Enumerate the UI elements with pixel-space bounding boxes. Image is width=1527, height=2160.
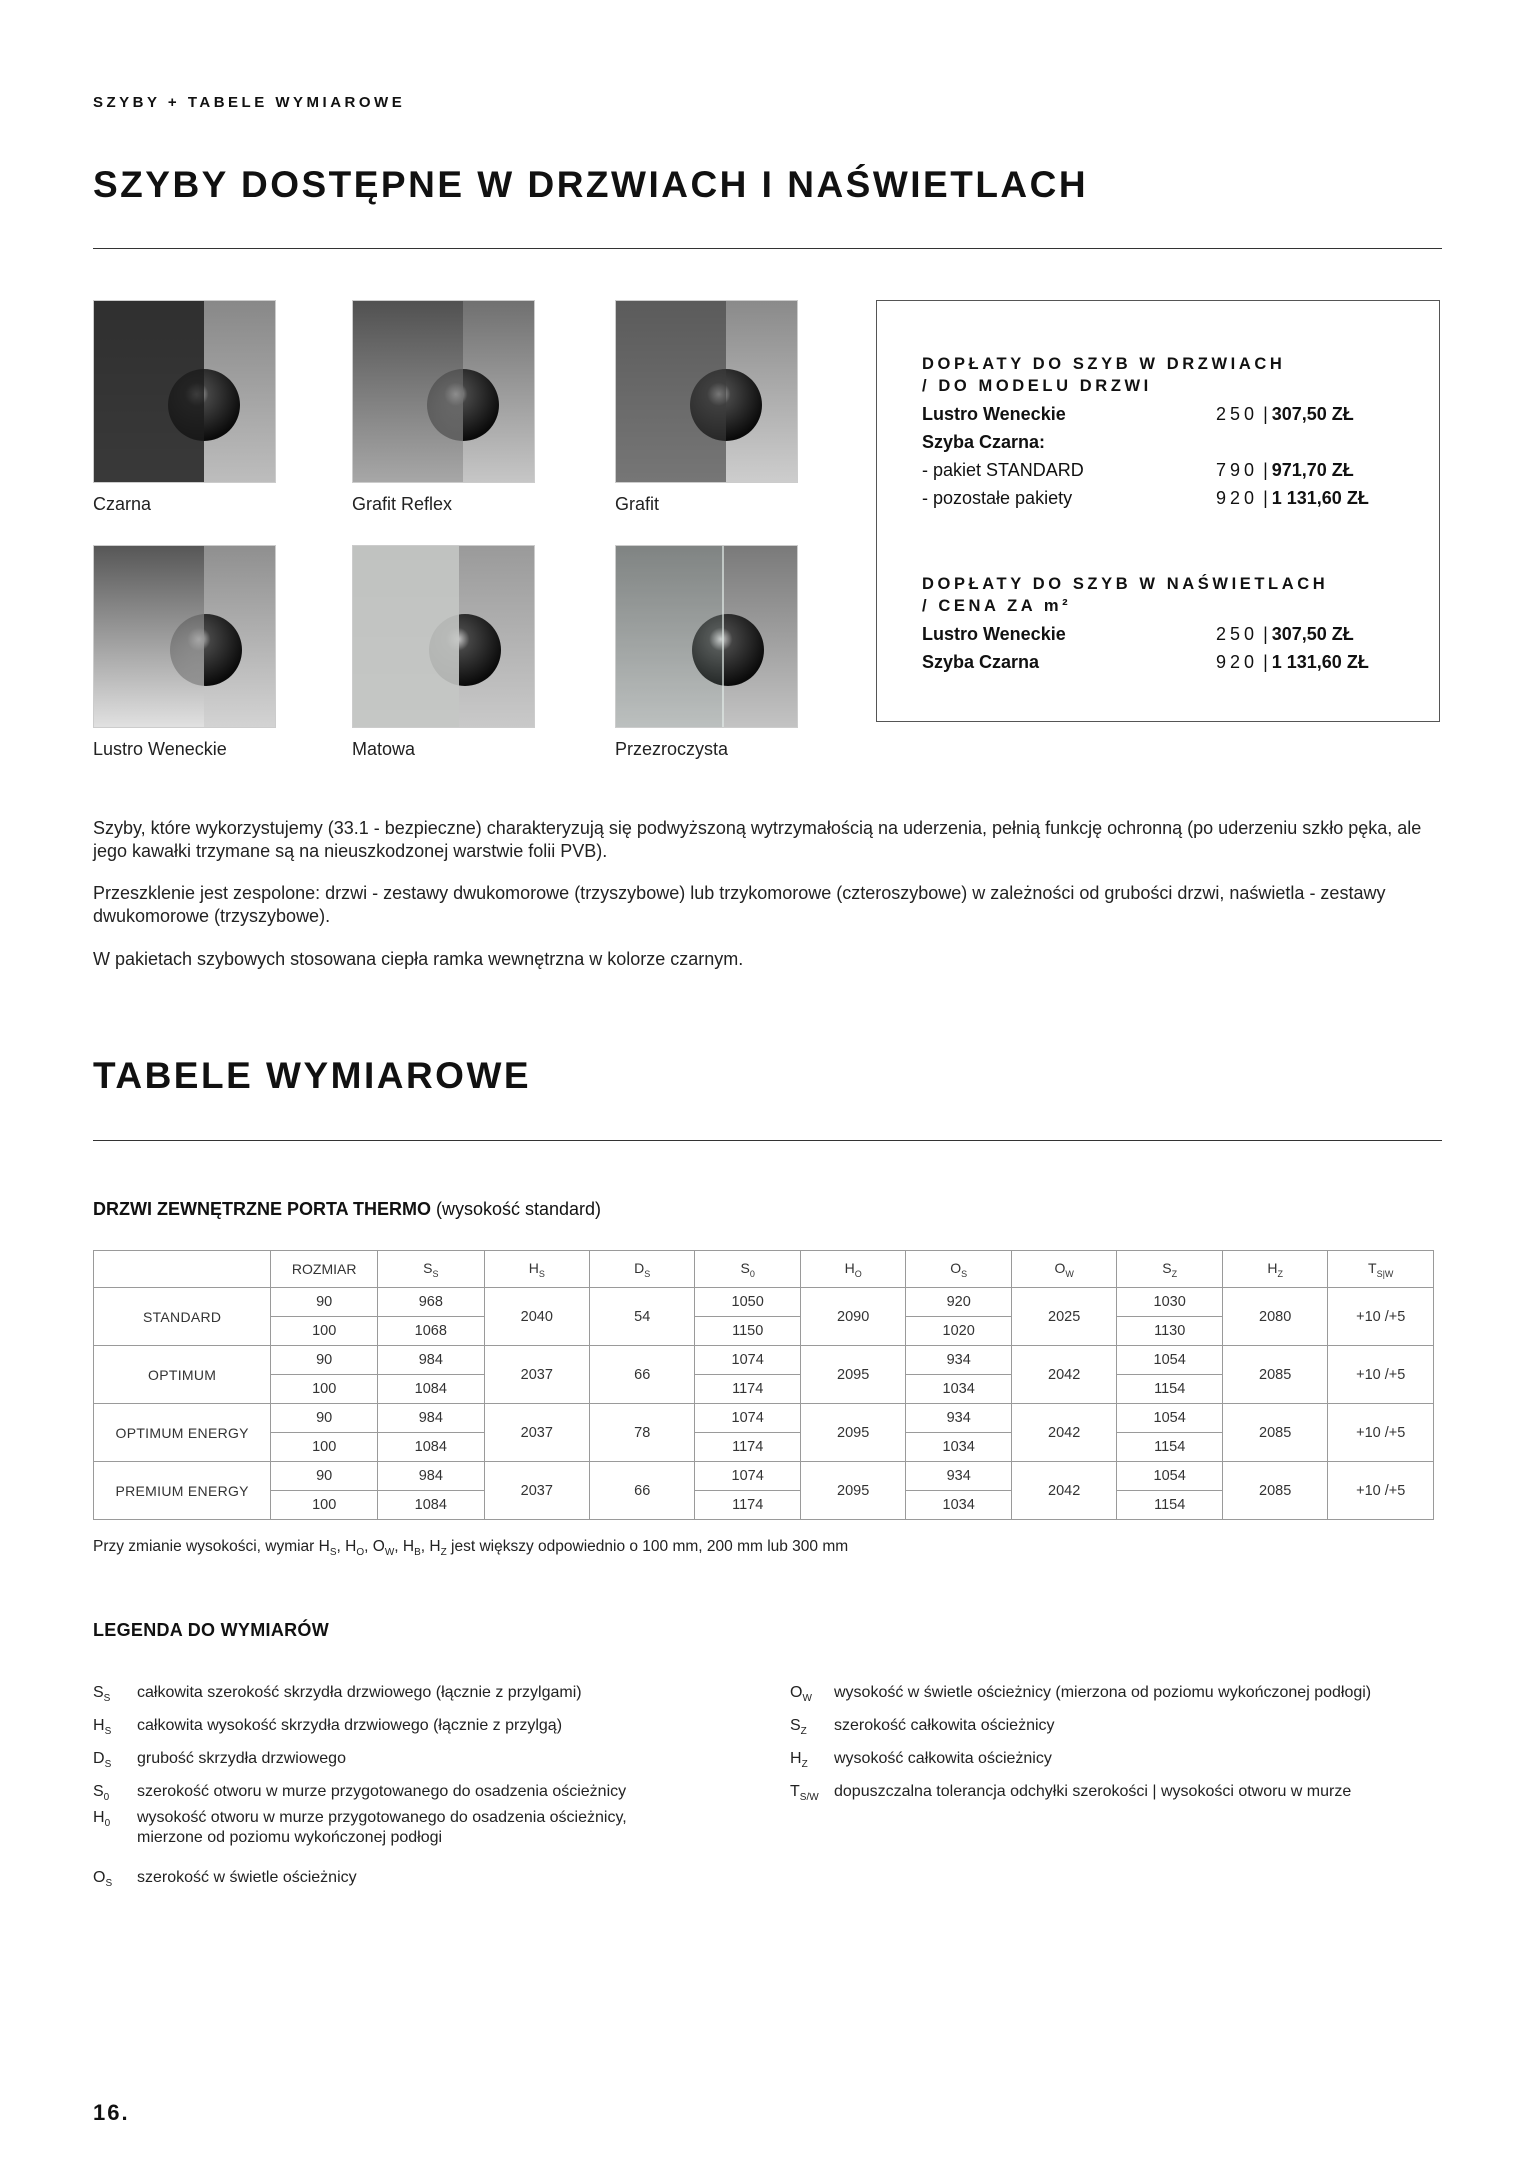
glass-sample-graphite-icon	[615, 300, 798, 483]
glass-label-graphite-reflex: Grafit Reflex	[352, 494, 453, 514]
header-col: $O_W$	[1011, 1251, 1117, 1288]
hz-cell: 2085	[1222, 1404, 1328, 1462]
size-cell: 90	[271, 1288, 378, 1317]
os-cell: 1034	[906, 1375, 1012, 1404]
legend-symbol: $T_{S/W}$	[790, 1783, 819, 1804]
table-row	[94, 1288, 1434, 1317]
s0-cell: 1074	[695, 1404, 801, 1433]
ow-cell: 2025	[1011, 1288, 1117, 1346]
section-label: SZYBY + TABELE WYMIAROWE	[93, 94, 406, 111]
s0-cell: 1074	[695, 1346, 801, 1375]
page-number: 16.	[93, 2100, 130, 2125]
table-row	[94, 1462, 1434, 1491]
legend-symbol: $S_0$	[93, 1783, 110, 1804]
sz-cell: 1054	[1117, 1346, 1223, 1375]
ho-cell: 2095	[800, 1404, 906, 1462]
legend-text: szerokość otworu w murze przygotowanego do osadzenia ościeżnicy	[137, 1783, 627, 1800]
ss-cell: 968	[378, 1288, 485, 1317]
legend-text: grubość skrzydła drzwiowego	[137, 1750, 346, 1767]
ss-cell: 1084	[378, 1375, 485, 1404]
ho-cell: 2090	[800, 1288, 906, 1346]
price-row: Szyba Czarna 920 | 1 131,60 ZŁ	[922, 652, 1369, 672]
price-row: Szyba Czarna:	[922, 432, 1046, 452]
ds-cell: 66	[590, 1346, 695, 1404]
ss-cell: 1084	[378, 1491, 485, 1520]
paragraph-warm-edge: W pakietach szybowych stosowana ciepła ramka wewnętrzna w kolorze czarnym.	[93, 949, 744, 969]
legend-text: wysokość całkowita ościeżnicy	[834, 1750, 1052, 1767]
s0-cell: 1074	[695, 1462, 801, 1491]
size-cell: 90	[271, 1346, 378, 1375]
hz-cell: 2085	[1222, 1462, 1328, 1520]
ss-cell: 1068	[378, 1317, 485, 1346]
ow-cell: 2042	[1011, 1462, 1117, 1520]
glass-sample-venetian-mirror-icon	[93, 545, 276, 728]
hz-cell: 2080	[1222, 1288, 1328, 1346]
header-col: $O_S$	[906, 1251, 1012, 1288]
s0-cell: 1150	[695, 1317, 801, 1346]
glass-sample-graphite-reflex-icon	[352, 300, 535, 483]
legend-symbol: $S_Z$	[790, 1717, 807, 1738]
os-cell: 1020	[906, 1317, 1012, 1346]
legend-symbol: $O_W$	[790, 1684, 812, 1705]
price-row: Lustro Weneckie 250 | 307,50 ZŁ	[922, 624, 1354, 644]
sz-cell: 1054	[1117, 1404, 1223, 1433]
legend-text: całkowita szerokość skrzydła drzwiowego (łącznie z przylgami)	[137, 1684, 582, 1701]
glass-label-venetian-mirror: Lustro Weneckie	[93, 739, 227, 759]
legend-symbol: $S_S$	[93, 1684, 111, 1705]
paragraph-safety-glass: Szyby, które wykorzystujemy (33.1 - bezpieczne) charakteryzują się podwyższoną wytrzymałością na uderzenia, pełnią funkcję ochronną (po uderzeniu szkło pęka, ale jego kawałki trzymane są na nieuszkodzonej warstwie folii PVB).	[93, 818, 1422, 861]
ss-cell: 984	[378, 1462, 485, 1491]
legend-text: szerokość w świetle ościeżnicy	[137, 1869, 357, 1886]
table-row	[94, 1404, 1434, 1433]
ds-cell: 54	[590, 1288, 695, 1346]
legend-text: całkowita wysokość skrzydła drzwiowego (łącznie z przylgą)	[137, 1717, 563, 1734]
glass-section-title: SZYBY DOSTĘPNE W DRZWIACH I NAŚWIETLACH	[93, 164, 1089, 205]
s0-cell: 1174	[695, 1433, 801, 1462]
sz-cell: 1030	[1117, 1288, 1223, 1317]
os-cell: 934	[906, 1462, 1012, 1491]
price-row: Lustro Weneckie 250 | 307,50 ZŁ	[922, 404, 1354, 424]
os-cell: 1034	[906, 1433, 1012, 1462]
size-cell: 100	[271, 1317, 378, 1346]
transom-surcharge-title: DOPŁATY DO SZYB W NAŚWIETLACH / CENA ZA m²	[922, 575, 1329, 615]
ho-cell: 2095	[800, 1462, 906, 1520]
tsw-cell: +10 /+5	[1328, 1462, 1434, 1520]
legend-text: dopuszczalna tolerancja odchyłki szerokości | wysokości otworu w murze	[834, 1783, 1352, 1800]
table-row	[94, 1346, 1434, 1375]
s0-cell: 1050	[695, 1288, 801, 1317]
tsw-cell: +10 /+5	[1328, 1346, 1434, 1404]
hs-cell: 2037	[484, 1346, 590, 1404]
glass-label-graphite: Grafit	[615, 494, 660, 514]
group-name-cell: OPTIMUM	[94, 1346, 271, 1404]
group-name-cell: OPTIMUM ENERGY	[94, 1404, 271, 1462]
ss-cell: 984	[378, 1404, 485, 1433]
group-name-cell: STANDARD	[94, 1288, 271, 1346]
ds-cell: 78	[590, 1404, 695, 1462]
tsw-cell: +10 /+5	[1328, 1288, 1434, 1346]
size-cell: 90	[271, 1462, 378, 1491]
ho-cell: 2095	[800, 1346, 906, 1404]
sz-cell: 1154	[1117, 1375, 1223, 1404]
s0-cell: 1174	[695, 1491, 801, 1520]
header-rozmiar: ROZMIAR	[271, 1251, 378, 1288]
sz-cell: 1054	[1117, 1462, 1223, 1491]
sz-cell: 1154	[1117, 1491, 1223, 1520]
legend-text: wysokość w świetle ościeżnicy (mierzona od poziomu wykończonej podłogi)	[834, 1684, 1372, 1701]
ss-cell: 984	[378, 1346, 485, 1375]
dimension-table	[93, 1250, 1434, 1520]
glass-sample-black-icon	[93, 300, 276, 483]
price-row: - pozostałe pakiety 920 | 1 131,60 ZŁ	[922, 488, 1369, 508]
os-cell: 920	[906, 1288, 1012, 1317]
table-title: DRZWI ZEWNĘTRZNE PORTA THERMO (wysokość standard)	[93, 1199, 602, 1219]
group-name-cell: PREMIUM ENERGY	[94, 1462, 271, 1520]
legend-symbol: $H_0$	[93, 1809, 111, 1830]
glass-sample-clear-icon	[615, 545, 798, 728]
size-cell: 100	[271, 1375, 378, 1404]
size-cell: 90	[271, 1404, 378, 1433]
glass-label-black: Czarna	[93, 494, 152, 514]
header-col: $S_Z$	[1117, 1251, 1223, 1288]
paragraph-glazing: Przeszklenie jest zespolone: drzwi - zestawy dwukomorowe (trzyszybowe) lub trzykomorowe (czteroszybowe) w zależności od grubości drzwi, naświetla - zestawy dwukomorowe (trzyszybowe).	[93, 883, 1386, 926]
door-surcharge-title: DOPŁATY DO SZYB W DRZWIACH / DO MODELU DRZWI	[922, 355, 1286, 395]
hz-cell: 2085	[1222, 1346, 1328, 1404]
header-col: $S_S$	[378, 1251, 485, 1288]
ds-cell: 66	[590, 1462, 695, 1520]
divider	[93, 248, 1442, 249]
os-cell: 934	[906, 1404, 1012, 1433]
header-col: $H_S$	[484, 1251, 590, 1288]
header-col: $H_Z$	[1222, 1251, 1328, 1288]
legend-text: szerokość całkowita ościeżnicy	[834, 1717, 1055, 1734]
sz-cell: 1130	[1117, 1317, 1223, 1346]
ow-cell: 2042	[1011, 1346, 1117, 1404]
glass-sample-matte-icon	[352, 545, 535, 728]
legend-title: LEGENDA DO WYMIARÓW	[93, 1620, 330, 1640]
legend-symbol: $H_Z$	[790, 1750, 808, 1771]
tsw-cell: +10 /+5	[1328, 1404, 1434, 1462]
legend-symbol: $D_S$	[93, 1750, 112, 1771]
glass-label-clear: Przezroczysta	[615, 739, 729, 759]
table-footnote: Przy zmianie wysokości, wymiar $H_S$, $H_O$, $O_W$, $H_B$, $H_Z$ jest większy odpowiednio o 100 mm, 200 mm lub 300 mm	[93, 1538, 849, 1559]
glass-label-matte: Matowa	[352, 739, 416, 759]
s0-cell: 1174	[695, 1375, 801, 1404]
hs-cell: 2040	[484, 1288, 590, 1346]
legend-symbol: $H_S$	[93, 1717, 112, 1738]
hs-cell: 2037	[484, 1462, 590, 1520]
header-col: $T_{S|W}$	[1328, 1251, 1434, 1288]
header-col: $S_0$	[695, 1251, 801, 1288]
table-header-row	[94, 1251, 1434, 1288]
legend-symbol: $O_S$	[93, 1869, 113, 1890]
os-cell: 934	[906, 1346, 1012, 1375]
size-cell: 100	[271, 1491, 378, 1520]
header-empty	[94, 1251, 271, 1288]
hs-cell: 2037	[484, 1404, 590, 1462]
glass-surcharge-box	[876, 300, 1440, 722]
header-col: $D_S$	[590, 1251, 695, 1288]
size-cell: 100	[271, 1433, 378, 1462]
ss-cell: 1084	[378, 1433, 485, 1462]
price-row: - pakiet STANDARD 790 | 971,70 ZŁ	[922, 460, 1354, 480]
os-cell: 1034	[906, 1491, 1012, 1520]
ow-cell: 2042	[1011, 1404, 1117, 1462]
header-col: $H_O$	[800, 1251, 906, 1288]
legend-text: wysokość otworu w murze przygotowanego do osadzenia ościeżnicy, mierzone od poziomu wykończonej podłogi	[137, 1809, 627, 1846]
sz-cell: 1154	[1117, 1433, 1223, 1462]
dimension-section-title: TABELE WYMIAROWE	[93, 1055, 532, 1096]
divider	[93, 1140, 1442, 1141]
